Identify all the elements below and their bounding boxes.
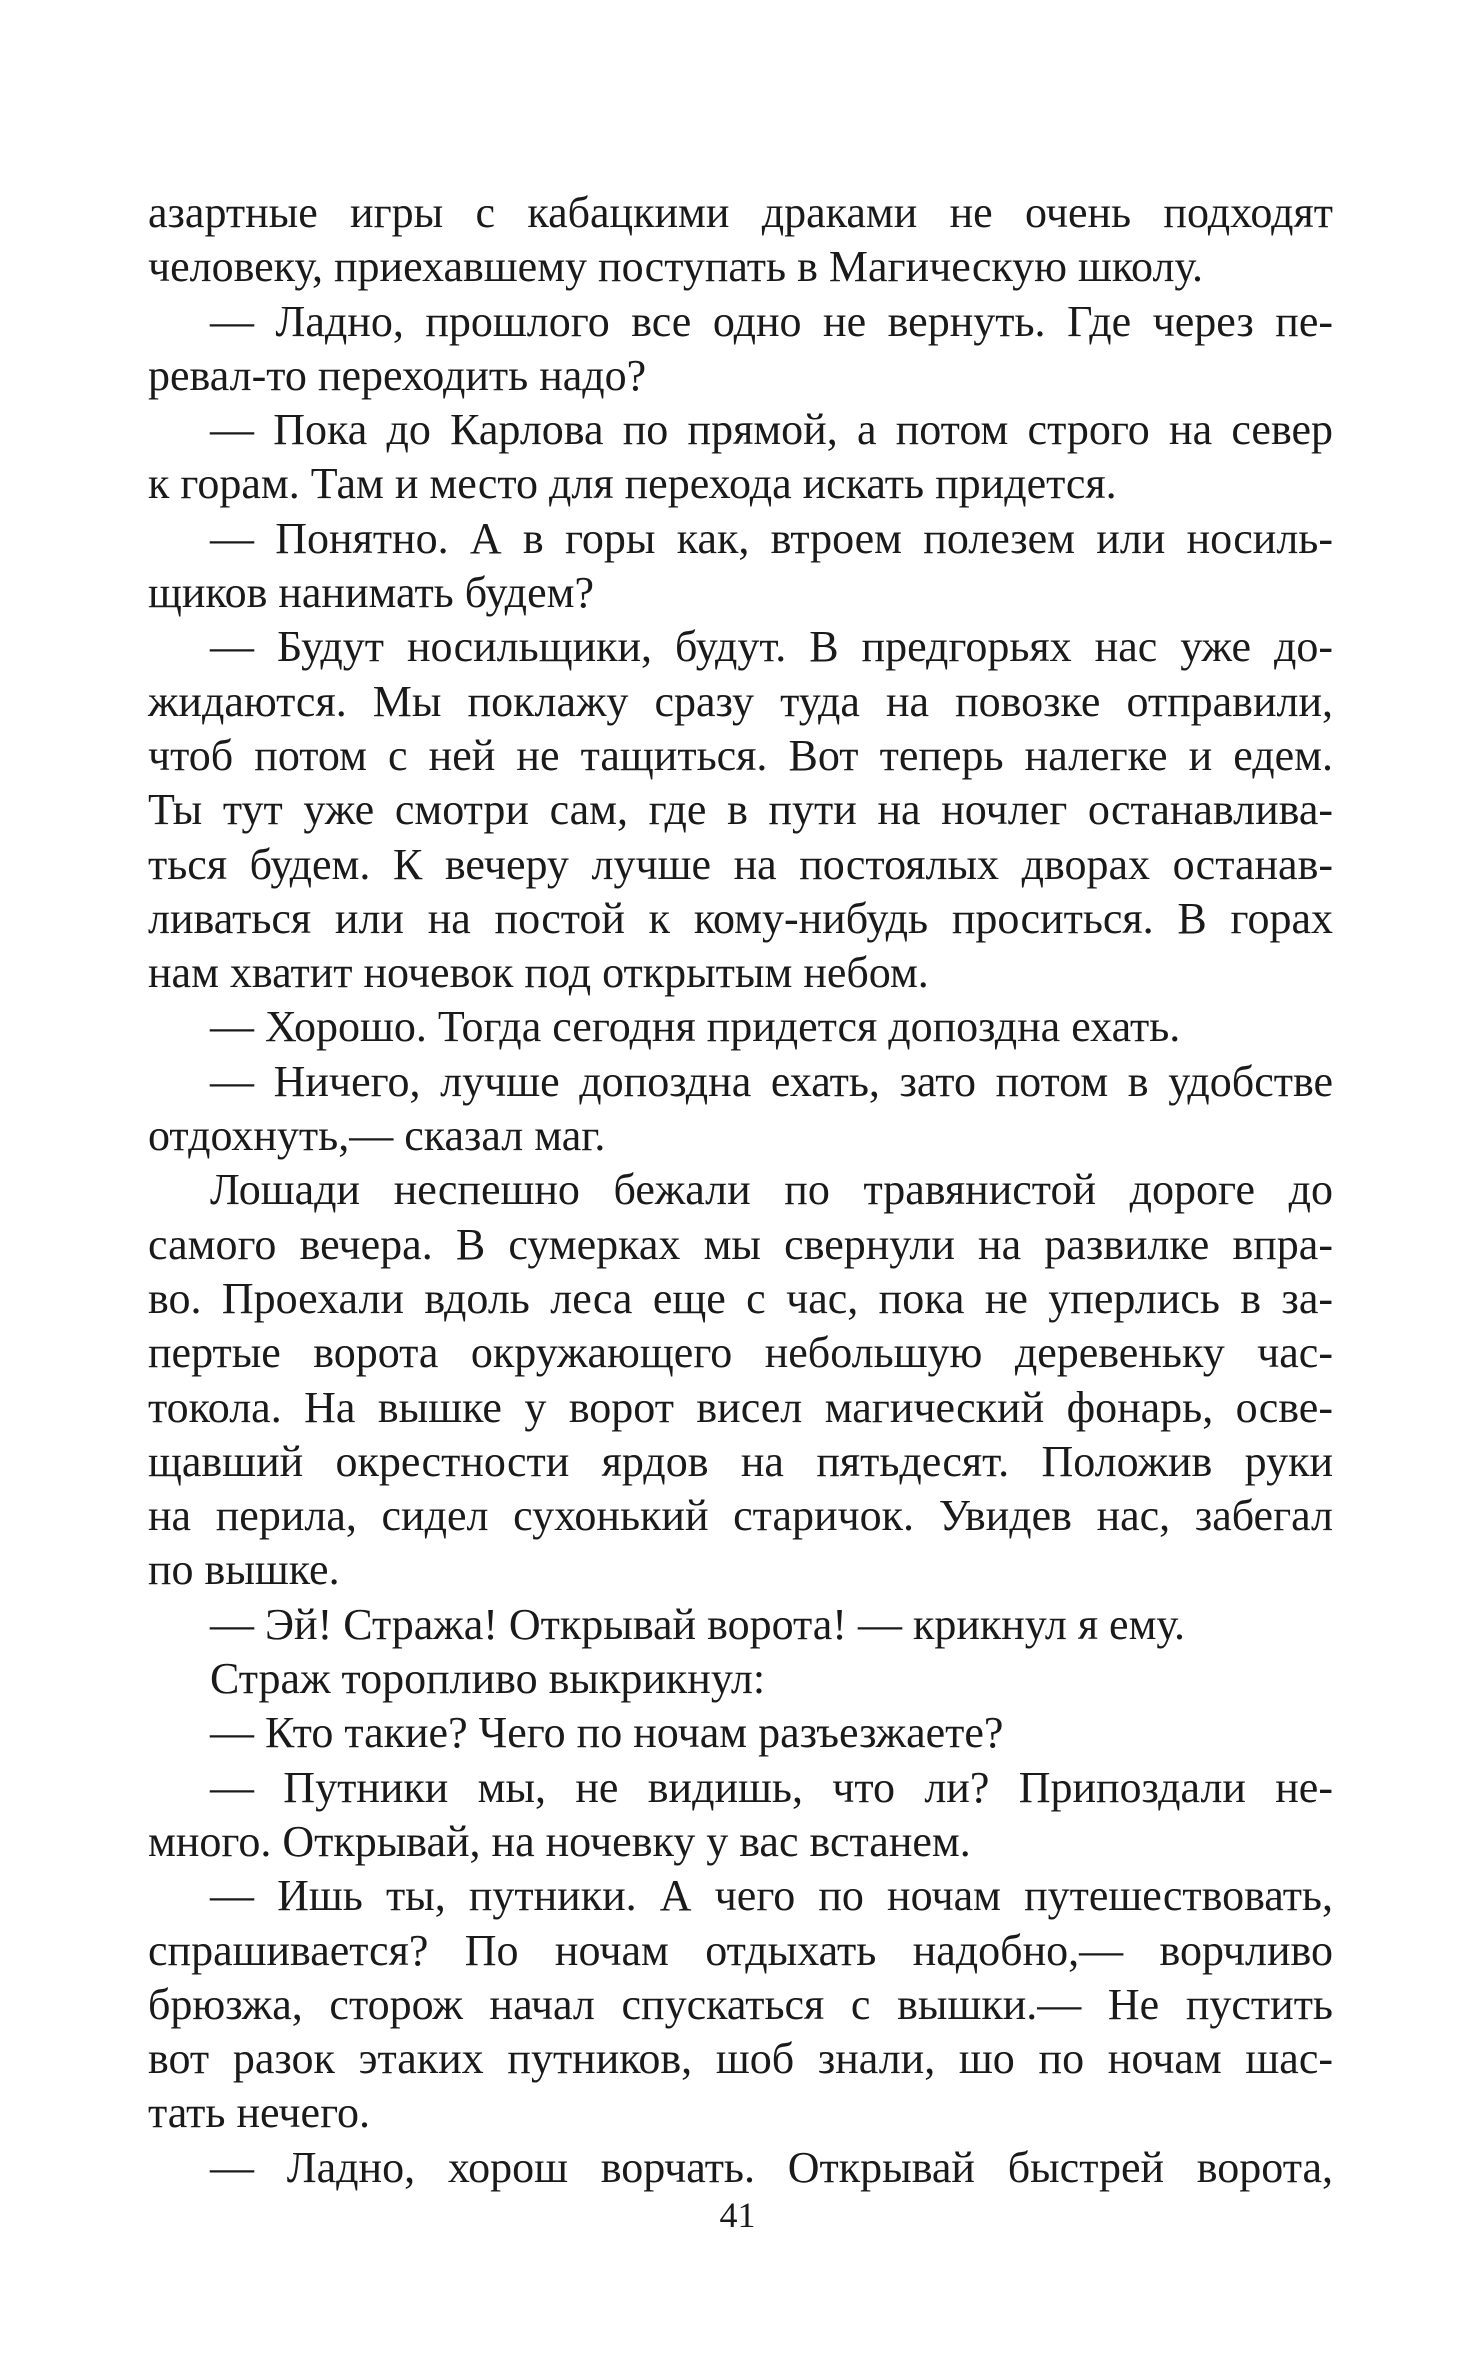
text-line: — Понятно. А в горы как, втроем полезем или носиль- <box>210 513 1333 563</box>
text-line: много. Открывай, на ночевку у вас встанем. <box>148 1816 971 1866</box>
text-line: человеку, приехавшему поступать в Магическую школу. <box>148 242 1204 292</box>
text-line: пертые ворота окружающего небольшую деревеньку час- <box>148 1328 1333 1378</box>
text-line: токола. На вышке у ворот висел магический фонарь, осве- <box>148 1382 1333 1432</box>
text-line: спрашивается? По ночам отдыхать надобно,— ворчливо <box>148 1925 1333 1975</box>
text-line: ться будем. К вечеру лучше на постоялых дворах останав- <box>148 839 1333 889</box>
text-line: самого вечера. В сумерках мы свернули на развилке впра- <box>148 1219 1333 1269</box>
text-line: щавший окрестности ярдов на пятьдесят. Положив руки <box>148 1436 1333 1486</box>
text-line: вот разок этаких путников, шоб знали, шо по ночам шас- <box>148 2034 1333 2084</box>
text-line: Ты тут уже смотри сам, где в пути на ночлег останавлива- <box>148 785 1333 835</box>
text-line: брюзжа, сторож начал спускаться с вышки.— Не пустить <box>148 1979 1333 2029</box>
text-line: к горам. Там и место для перехода искать придется. <box>148 459 1117 509</box>
text-line: азартные игры с кабацкими драками не очень подходят <box>148 188 1333 237</box>
text-line: — Эй! Стража! Открывай ворота! — крикнул я ему. <box>210 1599 1186 1649</box>
text-line: — Ничего, лучше допоздна ехать, зато потом в удобстве <box>210 1056 1333 1106</box>
page-number: 41 <box>719 2195 756 2235</box>
text-line: Лошади неспешно бежали по травянистой дороге до <box>210 1165 1333 1215</box>
text-line: — Кто такие? Чего по ночам разъезжаете? <box>210 1708 1004 1758</box>
text-line: по вышке. <box>148 1545 340 1595</box>
text-line: ревал-то переходить надо? <box>148 350 647 400</box>
text-line: на перила, сидел сухонький старичок. Увидев нас, забегал <box>148 1491 1333 1541</box>
text-line: тать нечего. <box>148 2088 371 2138</box>
text-line: — Ладно, прошлого все одно не вернуть. Где через пе- <box>210 296 1333 346</box>
text-line: — Хорошо. Тогда сегодня придется допоздна ехать. <box>210 1002 1181 1052</box>
text-line: жидаются. Мы поклажу сразу туда на повозке отправили, <box>148 676 1333 726</box>
text-line: — Будут носильщики, будут. В предгорьях нас уже до- <box>210 622 1333 672</box>
body-text <box>148 186 1333 2195</box>
text-line: во. Проехали вдоль леса еще с час, пока не уперлись в за- <box>148 1273 1333 1323</box>
text-line: — Пока до Карлова по прямой, а потом строго на север <box>210 405 1333 455</box>
text-line: щиков нанимать будем? <box>148 568 594 618</box>
text-line: Страж торопливо выкрикнул: <box>210 1654 766 1704</box>
text-line: ливаться или на постой к кому-нибудь проситься. В горах <box>148 893 1333 943</box>
text-line: — Ишь ты, путники. А чего по ночам путешествовать, <box>210 1871 1333 1921</box>
text-line: отдохнуть,— сказал маг. <box>148 1111 606 1161</box>
text-line: — Путники мы, не видишь, что ли? Припоздали не- <box>210 1762 1333 1812</box>
text-line: — Ладно, хорош ворчать. Открывай быстрей ворота, <box>210 2142 1333 2192</box>
text-line: нам хватит ночевок под открытым небом. <box>148 948 929 998</box>
text-line: чтоб потом с ней не тащиться. Вот теперь налегке и едем. <box>148 730 1333 780</box>
